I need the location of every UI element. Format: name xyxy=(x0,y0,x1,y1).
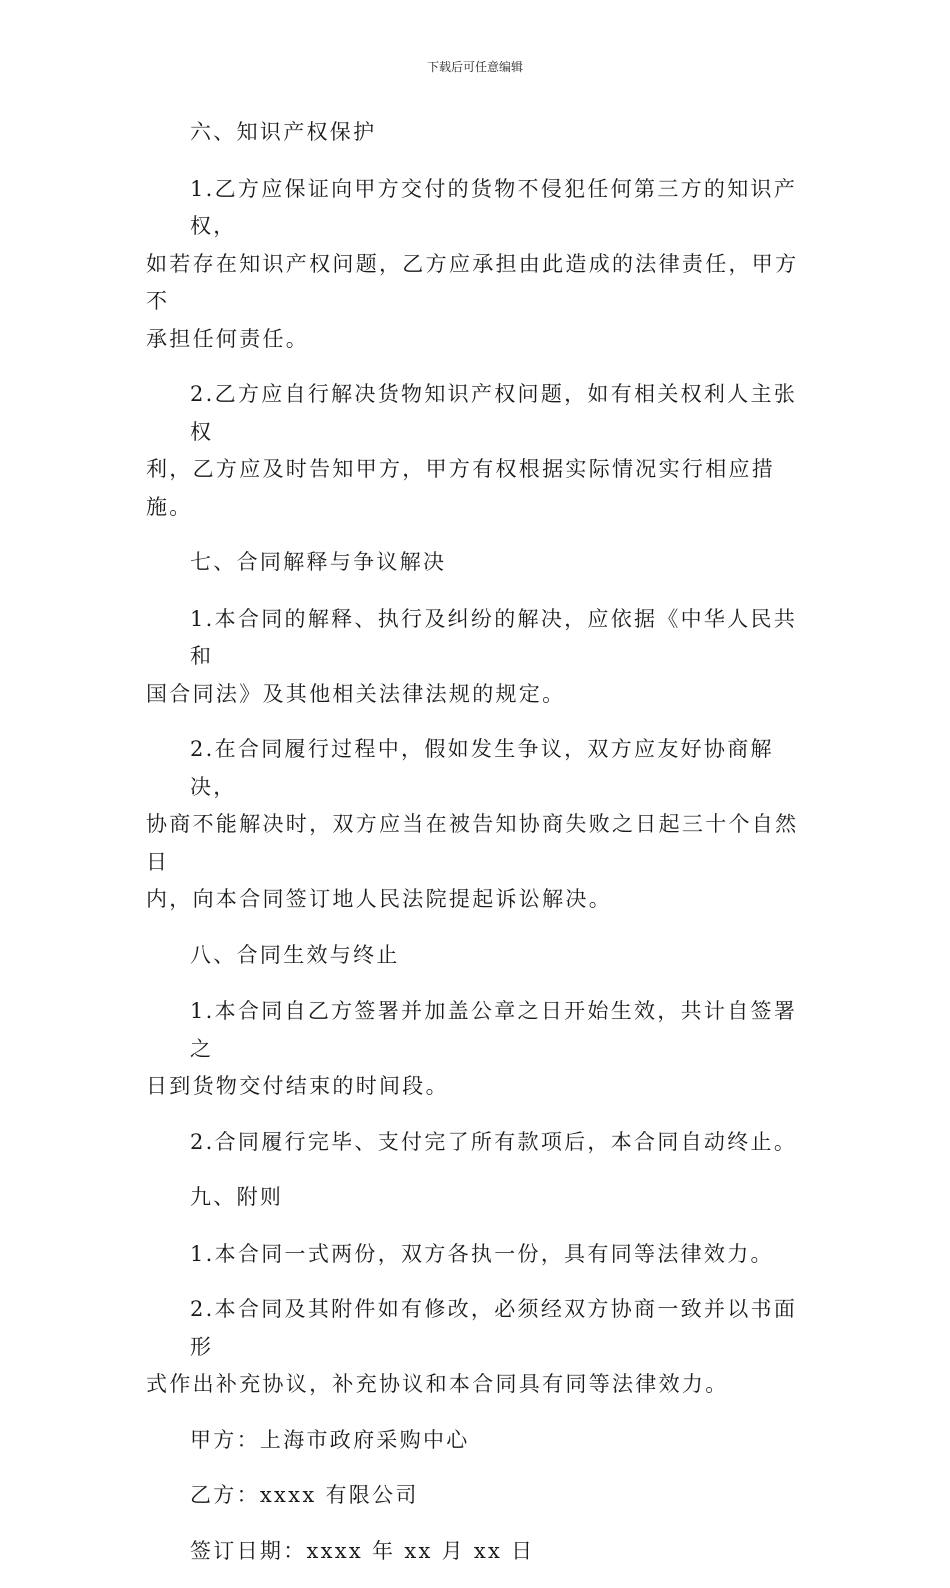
signature-line xyxy=(146,1533,806,1571)
section-heading xyxy=(146,114,806,152)
text-line: 国合同法》及其他相关法律法规的规定。 xyxy=(146,681,566,706)
text-line: 2.合同履行完毕、支付完了所有款项后，本合同自动终止。 xyxy=(190,1129,798,1154)
text-line: 1.本合同一式两份，双方各执一份，具有同等法律效力。 xyxy=(190,1241,774,1266)
text-line: 1.乙方应保证向甲方交付的货物不侵犯任何第三方的知识产权， xyxy=(190,176,798,238)
text-line: 式作出补充协议，补充协议和本合同具有同等法律效力。 xyxy=(146,1372,729,1396)
section-heading xyxy=(146,544,806,582)
text-line: 六、知识产权保护 xyxy=(190,120,377,144)
clause-paragraph xyxy=(146,1124,806,1162)
clause-paragraph xyxy=(146,171,806,359)
page-header: 下载后可任意编辑 xyxy=(426,60,523,74)
section-heading xyxy=(146,1179,806,1217)
signature-line xyxy=(146,1477,806,1515)
document-body xyxy=(146,114,806,1588)
clause-paragraph xyxy=(146,1236,806,1274)
clause-paragraph xyxy=(146,376,806,526)
text-line: 2.在合同履行过程中，假如发生争议，双方应友好协商解决， xyxy=(190,737,774,799)
text-line: 协商不能解决时，双方应当在被告知协商失败之日起三十个自然日 xyxy=(146,812,799,874)
text-line: 内，向本合同签订地人民法院提起诉讼解决。 xyxy=(146,887,612,911)
text-line: 2.本合同及其附件如有修改，必须经双方协商一致并以书面形 xyxy=(190,1297,798,1359)
text-line: 甲方：上海市政府采购中心 xyxy=(190,1427,470,1452)
clause-paragraph xyxy=(146,731,806,919)
text-line: 七、合同解释与争议解决 xyxy=(190,550,447,574)
text-line: 乙方：xxxx 有限公司 xyxy=(190,1483,419,1507)
text-line: 2.乙方应自行解决货物知识产权问题，如有相关权利人主张权 xyxy=(190,382,798,444)
text-line: 1.本合同自乙方签署并加盖公章之日开始生效，共计自签署之 xyxy=(190,999,798,1061)
text-line: 利，乙方应及时告知甲方，甲方有权根据实际情况实行相应措施。 xyxy=(146,457,776,519)
signature-line xyxy=(146,1422,806,1460)
clause-paragraph xyxy=(146,601,806,714)
section-heading xyxy=(146,937,806,975)
text-line: 签订日期：xxxx 年 xx 月 xx 日 xyxy=(190,1538,535,1563)
clause-paragraph xyxy=(146,1291,806,1404)
text-line: 日到货物交付结束的时间段。 xyxy=(146,1074,449,1098)
text-line: 八、合同生效与终止 xyxy=(190,942,400,967)
text-line: 九、附则 xyxy=(190,1185,284,1209)
text-line: 1.本合同的解释、执行及纠纷的解决，应依据《中华人民共和 xyxy=(190,606,798,668)
text-line: 承担任何责任。 xyxy=(146,326,310,351)
clause-paragraph xyxy=(146,993,806,1106)
text-line: 如若存在知识产权问题，乙方应承担由此造成的法律责任，甲方不 xyxy=(146,251,799,313)
